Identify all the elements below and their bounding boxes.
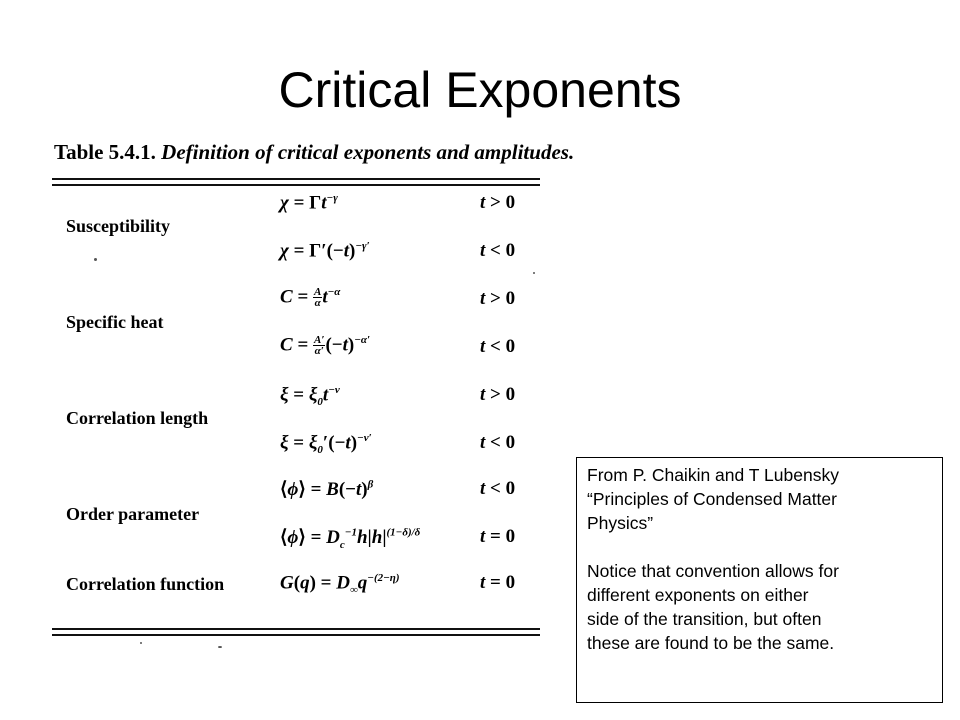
table-top-rule bbox=[52, 178, 540, 180]
scan-speck bbox=[218, 646, 222, 648]
note-comment-line: these are found to be the same. bbox=[587, 633, 835, 653]
source-book-title-line: “Principles of Condensed Matter bbox=[587, 489, 837, 509]
slide-title: Critical Exponents bbox=[278, 62, 682, 118]
condition-t-greater-0: t > 0 bbox=[480, 288, 516, 309]
condition-t-equals-0: t = 0 bbox=[480, 526, 516, 547]
condition-t-greater-0: t > 0 bbox=[480, 384, 516, 405]
table-bottom-rule bbox=[52, 634, 540, 636]
formula-specific-heat-below: C = $\frac{A'}{\alpha'}$ $(-t)^{-\alpha'}$ bbox=[280, 334, 371, 358]
source-note-box bbox=[576, 457, 943, 703]
quantity-susceptibility: Susceptibility bbox=[66, 216, 171, 236]
note-comment-line: different exponents on either bbox=[587, 585, 809, 605]
condition-t-equals-0: t = 0 bbox=[480, 572, 516, 593]
note-comment-line: Notice that convention allows for bbox=[587, 561, 839, 581]
table-bottom-rule-inner bbox=[52, 628, 540, 630]
condition-t-greater-0: t > 0 bbox=[480, 192, 516, 213]
table-caption bbox=[54, 140, 574, 165]
quantity-order-parameter: Order parameter bbox=[66, 504, 200, 524]
scan-speck bbox=[94, 258, 97, 261]
source-attribution-line: From P. Chaikin and T Lubensky bbox=[587, 465, 839, 485]
critical-exponents-table bbox=[52, 140, 575, 645]
formula-specific-heat-above: C = $\frac{A}{\alpha}$ $t^{-\alpha}$ bbox=[280, 286, 341, 310]
scan-speck bbox=[533, 272, 535, 274]
table-caption-title: Definition of critical exponents and amplitudes. bbox=[161, 140, 575, 164]
formula-correlation-function: $G(q) = D_\infty q^{-(2-\eta)}$ bbox=[280, 572, 400, 597]
note-comment-line: side of the transition, but often bbox=[587, 609, 822, 629]
formula-susceptibility-above: $\chi = \Gamma t^{-\gamma}$ bbox=[280, 192, 338, 214]
table-caption-number: Table 5.4.1. bbox=[54, 140, 156, 164]
formula-order-parameter-critical: ⟨ϕ⟩ = $D_c^{-1}h|h|^{(1-\delta)/\delta}$ bbox=[280, 526, 421, 551]
formula-order-parameter-field-zero: ⟨ϕ⟩ = $B(-t)^\beta$ bbox=[280, 478, 374, 500]
source-book-title-line: Physics” bbox=[587, 513, 654, 533]
scan-speck bbox=[140, 642, 142, 644]
quantity-correlation-length: Correlation length bbox=[66, 408, 209, 428]
formula-correlation-length-above: $\xi = \xi_0t^{-\nu}$ bbox=[280, 384, 340, 409]
table-top-rule-inner bbox=[52, 184, 540, 186]
condition-t-less-0: t < 0 bbox=[480, 432, 516, 453]
quantity-correlation-function: Correlation function bbox=[66, 574, 225, 594]
condition-t-less-0: t < 0 bbox=[480, 336, 516, 357]
formula-correlation-length-below: $\xi = \xi_0'(-t)^{-\nu'}$ bbox=[280, 432, 372, 457]
condition-t-less-0: t < 0 bbox=[480, 240, 516, 261]
formula-susceptibility-below: $\chi = \Gamma'(-t)^{-\gamma'}$ bbox=[280, 240, 370, 262]
condition-t-less-0: t < 0 bbox=[480, 478, 516, 499]
quantity-specific-heat: Specific heat bbox=[66, 312, 164, 332]
